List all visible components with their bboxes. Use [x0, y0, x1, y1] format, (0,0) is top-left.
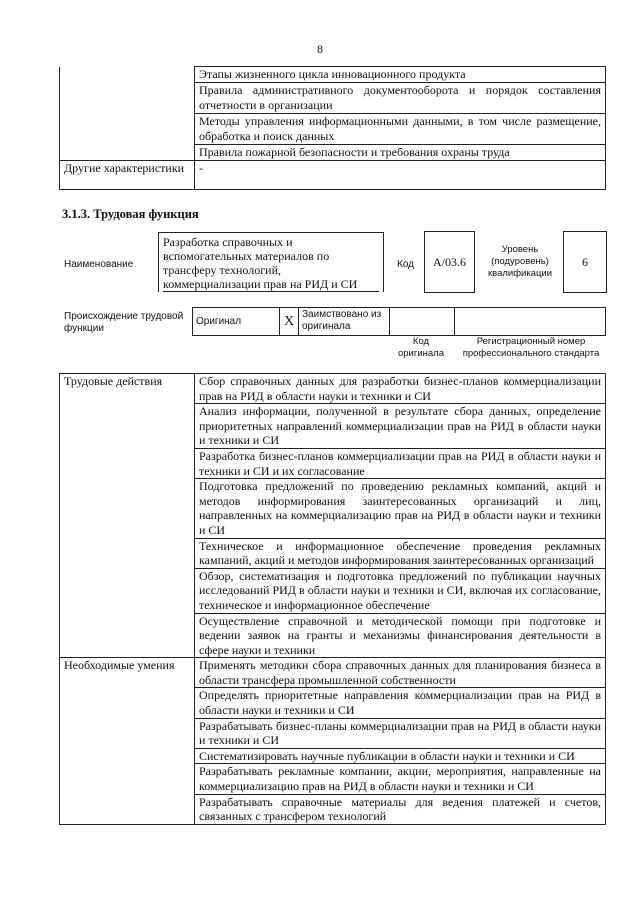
skill-item: Разрабатывать рекламные компании, акции, мероприятия, направленные на коммерциализацию прав на РИД в области науки и техники и СИ	[195, 764, 606, 794]
knowledge-item: Методы управления информационными данными, в том числе размещение, обработка и поиск данных	[195, 114, 606, 145]
action-item: Сбор справочных данных для разработки бизнес-планов коммерциализации прав на РИД в области науки и техники и СИ	[195, 374, 606, 404]
action-item: Подготовка предложений по проведению рекламных компаний, акций и методов информирования заинтересованных организаций и лиц, направленных на коммерциализацию прав на РИД в области науки и техники и СИ	[195, 479, 606, 538]
action-item: Обзор, систематизация и подготовка предложений по публикации научных исследований РИД в области науки и техники и СИ, включая их согласование, техническое и информационное обеспечение	[195, 568, 606, 613]
other-characteristics-value: -	[195, 161, 606, 190]
level-label: Уровень (подуровень) квалификации	[487, 244, 553, 279]
action-item: Разработка бизнес-планов коммерциализации прав на РИД в области науки и техники и СИ и их согласование	[195, 448, 606, 478]
skill-item: Разрабатывать бизнес-планы коммерциализации прав на РИД в области науки и техники и СИ	[195, 718, 606, 748]
page-number: 8	[317, 42, 323, 56]
underline	[163, 291, 379, 292]
original-code-cell	[390, 308, 455, 336]
actions-skills-table	[59, 373, 606, 825]
table-row	[60, 374, 606, 404]
knowledge-item: Этапы жизненного цикла инновационного продукта	[195, 67, 606, 83]
knowledge-item: Правила пожарной безопасности и требования охраны труда	[195, 145, 606, 161]
skill-item: Определять приоритетные направления коммерциализации прав на РИД в области науки и техники и СИ	[195, 688, 606, 718]
borrowed-label: Заимствовано из оригинала	[299, 308, 390, 336]
caption-registration: Регистрационный номер профессионального стандарта	[462, 336, 600, 359]
level-value: 6	[563, 231, 607, 293]
action-item: Осуществление справочной и методической помощи при подготовке и ведении заявок на гранты и механизмы финансирования деятельности в сфере науки и техники	[195, 613, 606, 658]
skill-item: Применять методики сбора справочных данных для планирования бизнеса в области трансфера промышленной собственности	[195, 658, 606, 688]
function-name-box	[158, 232, 384, 292]
empty-label-cell	[60, 67, 195, 161]
function-name-value: Разработка справочных и вспомогательных материалов по трансферу технологий, коммерциализации прав на РИД и СИ	[163, 235, 358, 291]
section-heading: 3.1.3. Трудовая функция	[62, 207, 199, 221]
origin-label: Происхождение трудовой функции	[64, 311, 184, 334]
skills-label: Необходимые умения	[60, 658, 195, 825]
original-label: Оригинал	[193, 308, 280, 336]
skill-item: Разрабатывать справочные материалы для ведения платежей и счетов, связанных с трансфером технологий	[195, 794, 606, 824]
original-mark: X	[280, 308, 299, 336]
code-label: Код	[397, 259, 415, 270]
origin-table	[192, 307, 606, 336]
table-row	[193, 308, 606, 336]
registration-number-cell	[455, 308, 606, 336]
skill-item: Систематизировать научные публикации в области науки и техники и СИ	[195, 748, 606, 764]
name-label: Наименование	[64, 259, 134, 270]
actions-label: Трудовые действия	[60, 374, 195, 658]
table-row	[60, 658, 606, 688]
knowledge-item: Правила административного документооборота и порядок составления отчетности в организации	[195, 83, 606, 114]
table-row	[60, 161, 606, 190]
knowledge-table-continuation	[59, 66, 606, 190]
code-value: A/03.6	[424, 231, 475, 293]
action-item: Техническое и информационное обеспечение проведения рекламных кампаний, акций и методов информирования заинтересованных организаций	[195, 538, 606, 568]
caption-code: Код оригинала	[397, 336, 444, 359]
action-item: Анализ информации, полученной в результате сбора данных, определение приоритетных направлений коммерциализации прав на РИД в области науки и техники и СИ	[195, 404, 606, 449]
other-characteristics-label: Другие характеристики	[60, 161, 195, 190]
table-row	[60, 67, 606, 83]
